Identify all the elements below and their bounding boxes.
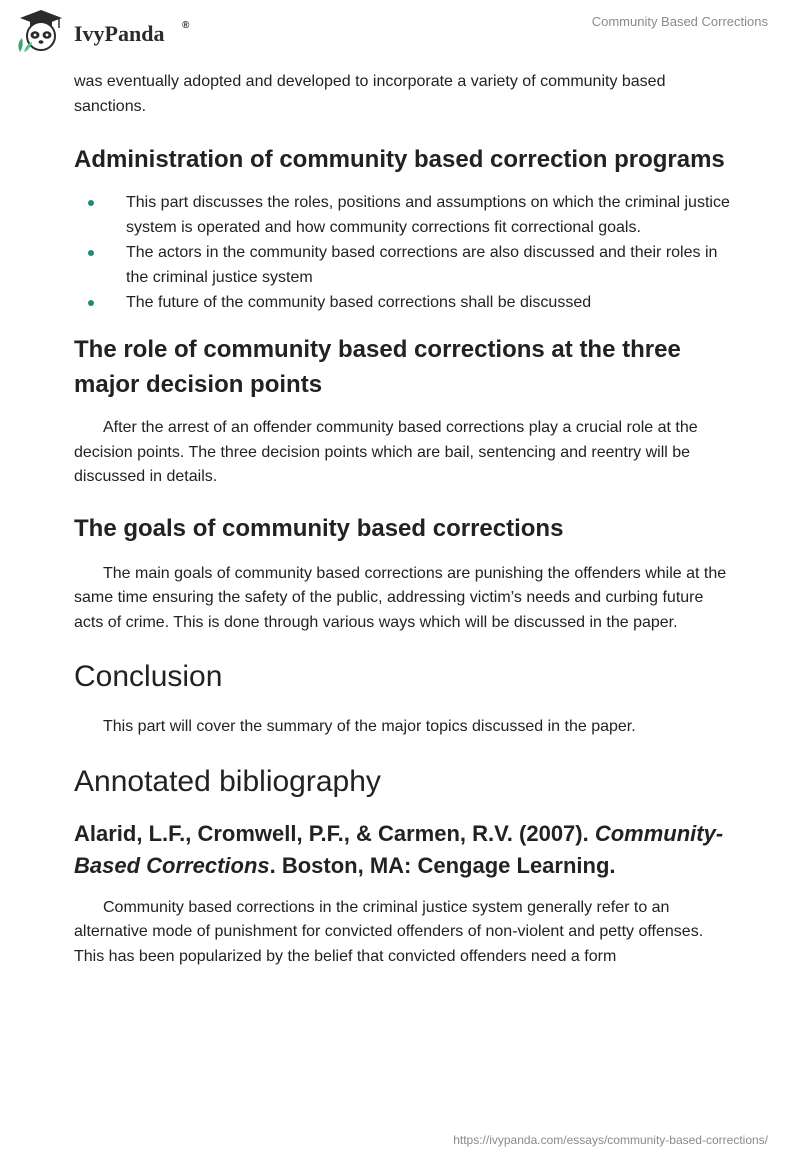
role-paragraph: After the arrest of an offender community based corrections play a crucial role at the decision points. The three decision points which are bail, sentencing and reentry will be discussed in details.	[74, 419, 698, 485]
bullet-icon	[88, 200, 94, 206]
annotation-paragraph: Community based corrections in the criminal justice system generally refer to an alternative mode of punishment for convicted offenders of non-violent and petty offenses. This has been popularized by the belief that convicted offenders need a form	[74, 898, 704, 965]
citation-title: Community-Based Corrections	[74, 820, 724, 878]
ivypanda-logo[interactable]	[14, 8, 190, 54]
essay-content	[74, 70, 734, 969]
registered-mark: ®	[182, 20, 190, 31]
goals-paragraph: The main goals of community based corrections are punishing the offenders while at the same time ensuring the safety of the public, addressing victim’s needs and curbing future acts of crime. This is done through various ways which will be discussed in the paper.	[74, 564, 727, 631]
document-title: Community Based Corrections	[591, 14, 768, 29]
bibliography-entry-citation	[74, 818, 734, 882]
list-item-text: The future of the community based corrections shall be discussed	[126, 294, 592, 311]
citation-authors: Alarid, L.F., Cromwell, P.F., & Carmen, R.V. (2007).	[74, 820, 589, 846]
list-item-text: This part discusses the roles, positions and assumptions on which the criminal justice system is operated and how community corrections fit correctional goals.	[126, 194, 730, 236]
conclusion-heading: Conclusion	[74, 660, 223, 693]
citation-publisher: . Boston, MA: Cengage Learning.	[269, 852, 616, 878]
role-heading: The role of community based corrections at the three major decision points	[74, 336, 681, 398]
page-header	[0, 0, 800, 64]
intro-continuation: was eventually adopted and developed to incorporate a variety of community based sanctions.	[74, 73, 666, 115]
list-item	[74, 240, 734, 290]
panda-mascot-icon	[18, 10, 62, 52]
conclusion-paragraph: This part will cover the summary of the major topics discussed in the paper.	[103, 718, 636, 735]
bibliography-heading: Annotated bibliography	[74, 764, 381, 798]
list-item-text: The actors in the community based corrections are also discussed and their roles in the criminal justice system	[126, 244, 718, 286]
goals-heading: The goals of community based corrections	[74, 514, 564, 542]
admin-bullet-list	[74, 190, 734, 315]
source-url: https://ivypanda.com/essays/community-based-corrections/	[453, 1133, 768, 1147]
list-item	[74, 190, 734, 240]
bullet-icon	[88, 300, 94, 306]
list-item	[74, 290, 734, 315]
admin-heading: Administration of community based correction programs	[74, 146, 725, 173]
bullet-icon	[88, 250, 94, 256]
brand-name: IvyPanda	[74, 21, 165, 46]
